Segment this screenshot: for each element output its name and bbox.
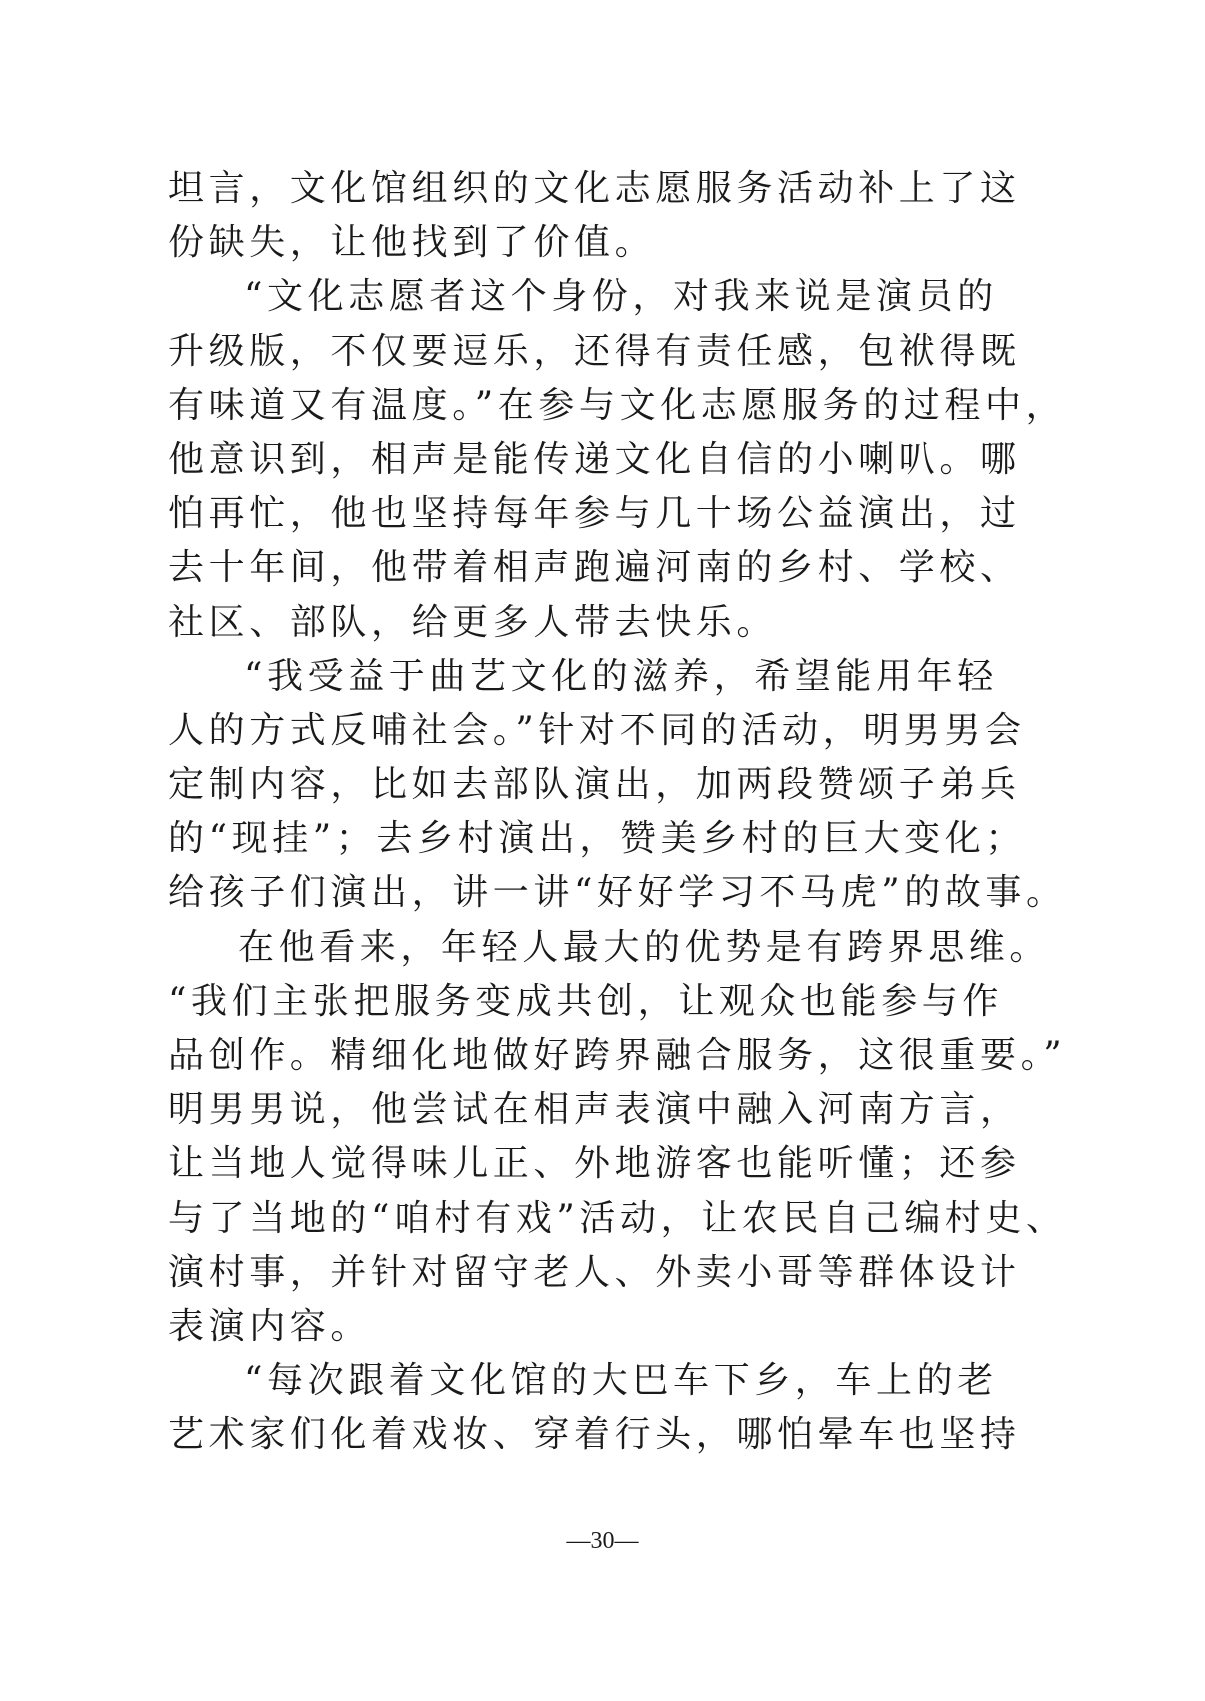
text-line: 人的方式反哺社会。”针对不同的活动，明男男会 bbox=[168, 709, 1026, 751]
text-line: 明男男说，他尝试在相声表演中融入河南方言， bbox=[168, 1089, 1021, 1131]
text-line: 去十年间，他带着相声跑遍河南的乡村、学校、 bbox=[168, 547, 1021, 589]
text-line: 社区、部队，给更多人带去快乐。 bbox=[168, 601, 778, 643]
page-number: —30— bbox=[566, 1528, 639, 1554]
text-line: 给孩子们演出，讲一讲“好好学习不马虎”的故事。 bbox=[168, 872, 1067, 914]
text-line: 怕再忙，他也坚持每年参与几十场公益演出，过 bbox=[168, 493, 1021, 535]
text-line: 品创作。精细化地做好跨界融合服务，这很重要。” bbox=[168, 1035, 1067, 1076]
article-body bbox=[168, 162, 1067, 1463]
text-line: 艺术家们化着戏妆、穿着行头，哪怕晕车也坚持 bbox=[168, 1414, 1021, 1456]
text-line: 的“现挂”；去乡村演出，赞美乡村的巨大变化； bbox=[168, 818, 1027, 860]
text-line: “文化志愿者这个身份，对我来说是演员的 bbox=[244, 276, 998, 318]
text-line: 坦言，文化馆组织的文化志愿服务活动补上了这 bbox=[168, 168, 1021, 209]
text-line: 演村事，并针对留守老人、外卖小哥等群体设计 bbox=[168, 1251, 1021, 1293]
text-line: 有味道又有温度。”在参与文化志愿服务的过程中， bbox=[168, 384, 1067, 426]
text-line: “我们主张把服务变成共创，让观众也能参与作 bbox=[168, 980, 1004, 1022]
text-line: 升级版，不仅要逗乐，还得有责任感，包袱得既 bbox=[168, 330, 1021, 372]
text-line: 份缺失，让他找到了价值。 bbox=[168, 222, 656, 264]
text-line: “我受益于曲艺文化的滋养，希望能用年轻 bbox=[244, 655, 998, 697]
text-line: 他意识到，相声是能传递文化自信的小喇叭。哪 bbox=[168, 438, 1021, 480]
text-line: 让当地人觉得味儿正、外地游客也能听懂；还参 bbox=[168, 1143, 1021, 1185]
text-line: 与了当地的“咱村有戏”活动，让农民自己编村史、 bbox=[168, 1197, 1067, 1239]
text-line: “每次跟着文化馆的大巴车下乡，车上的老 bbox=[244, 1360, 998, 1402]
text-line: 定制内容，比如去部队演出，加两段赞颂子弟兵 bbox=[168, 764, 1021, 806]
text-line: 在他看来，年轻人最大的优势是有跨界思维。 bbox=[238, 926, 1051, 968]
text-line: 表演内容。 bbox=[168, 1305, 372, 1347]
